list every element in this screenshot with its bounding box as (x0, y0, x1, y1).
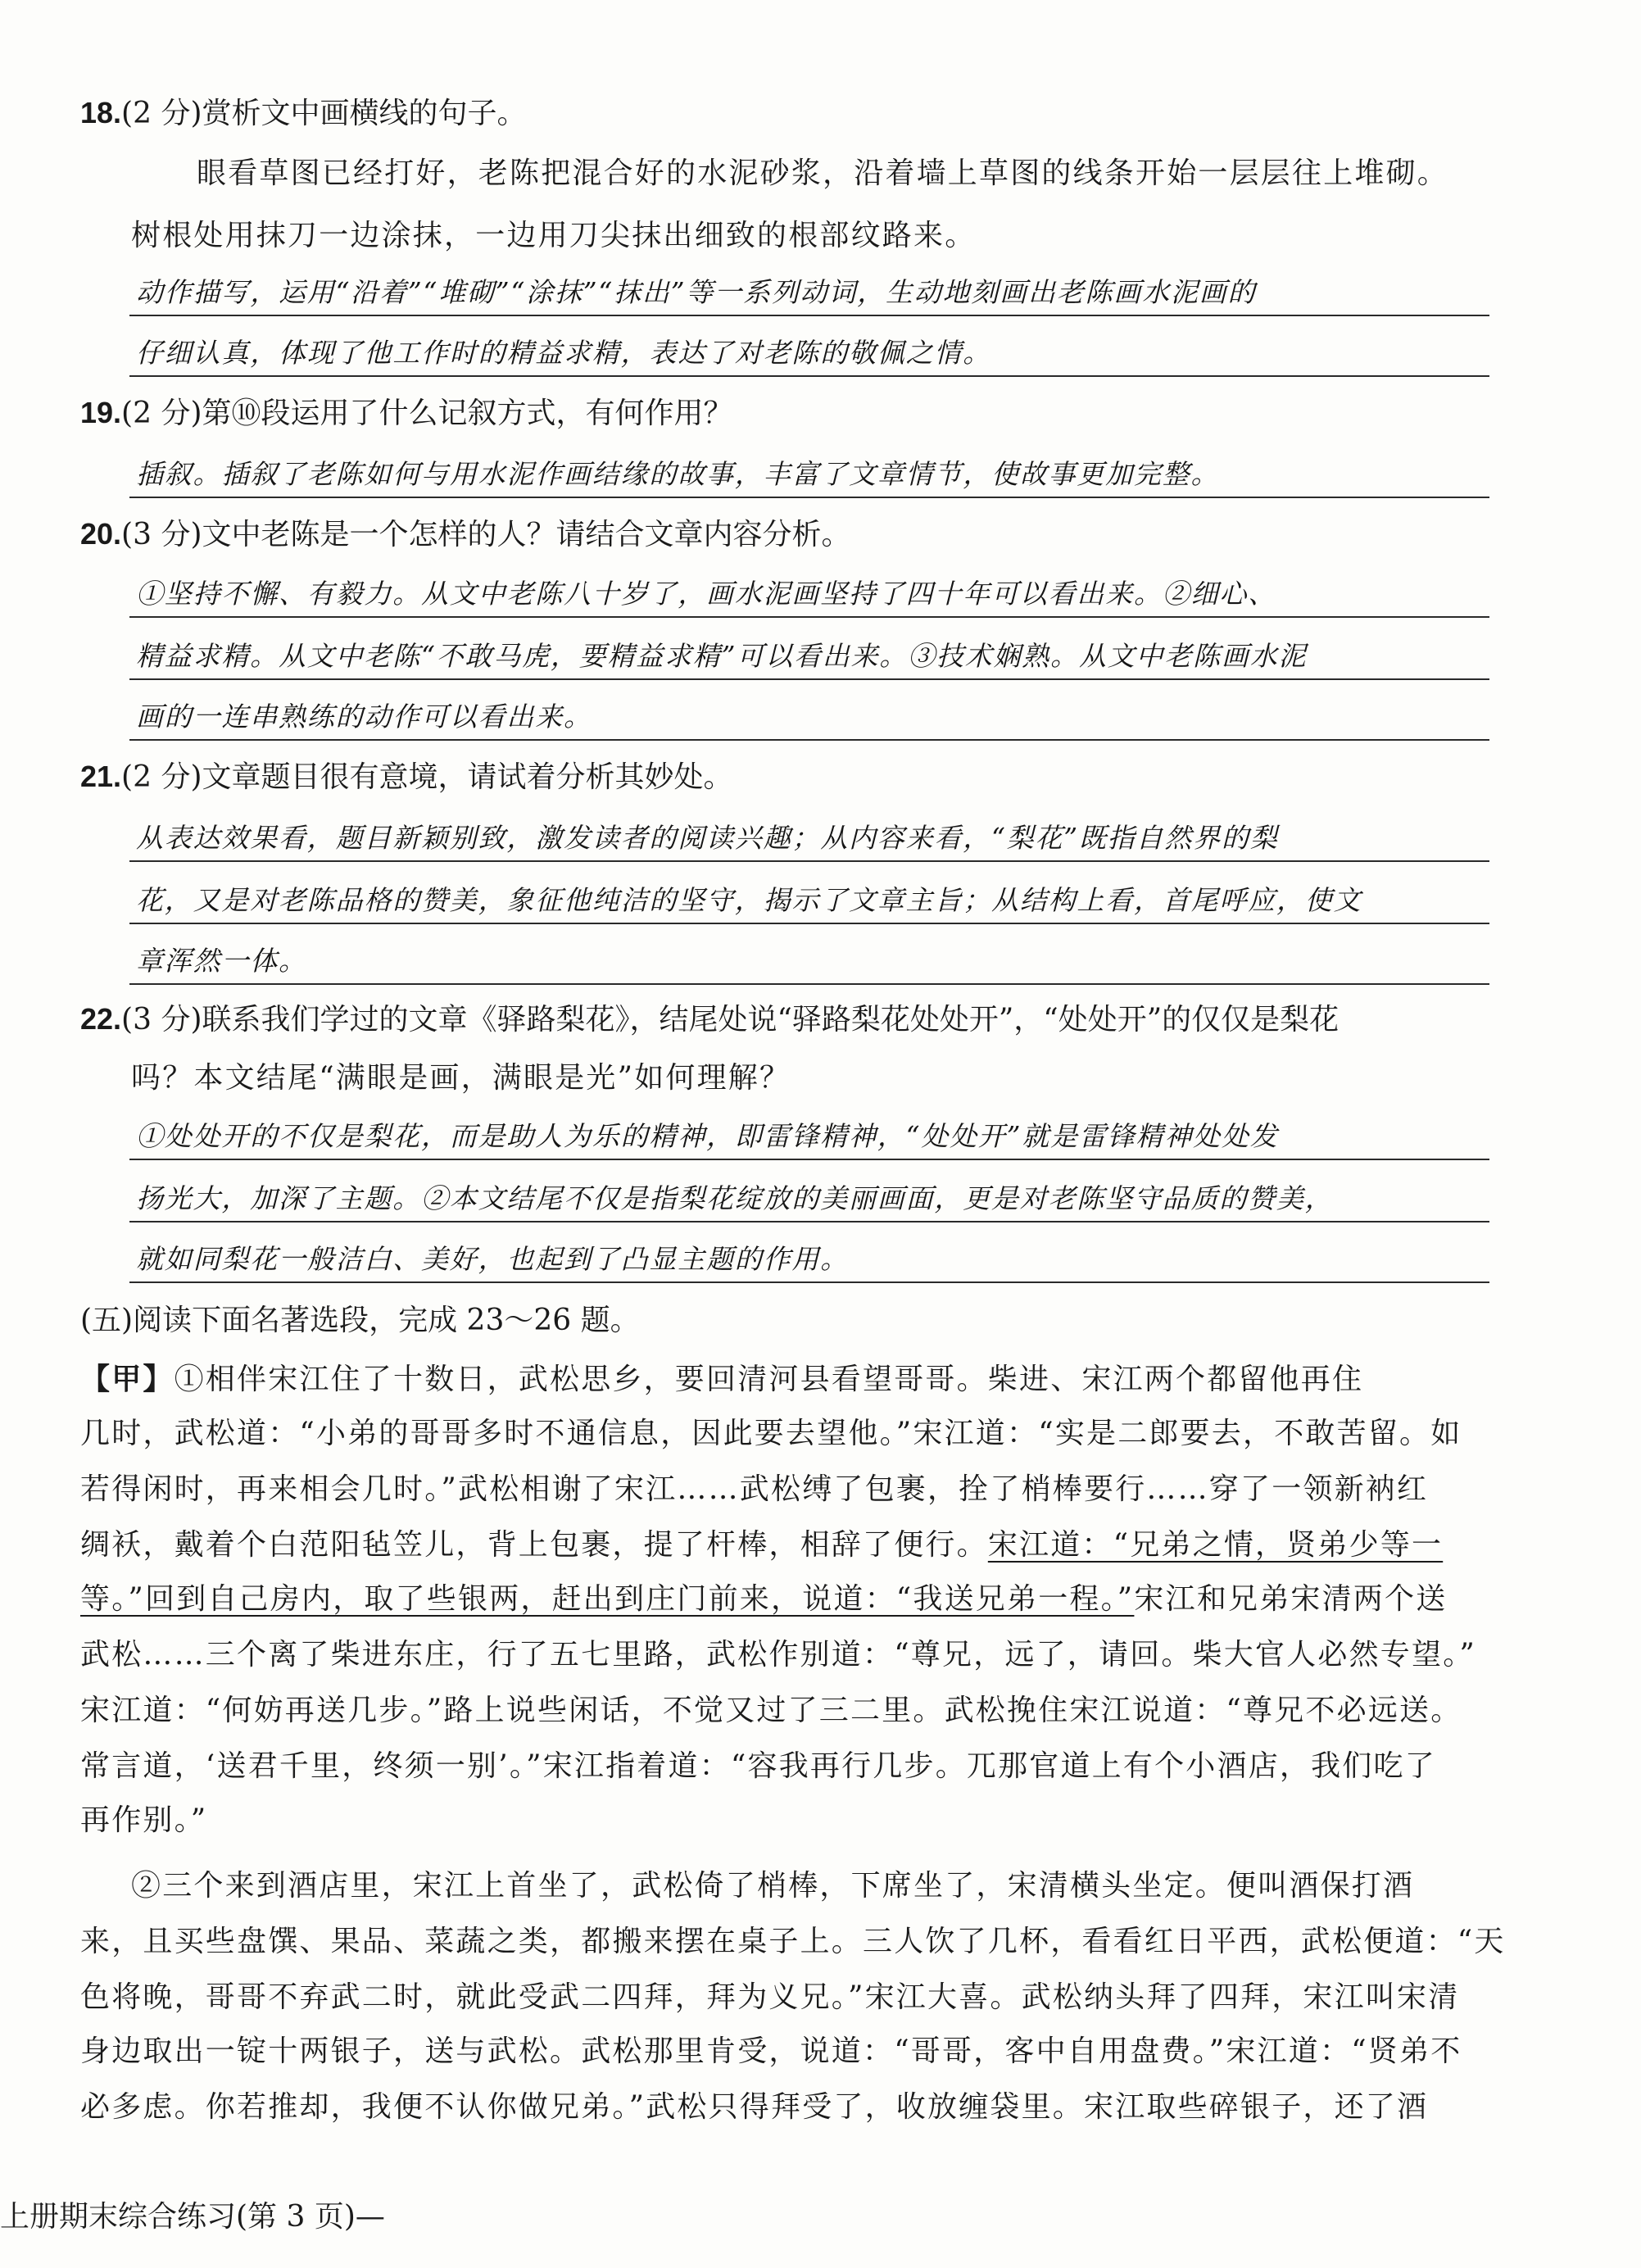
passage-line: ②三个来到酒店里，宋江上首坐了，武松倚了梢棒，下席坐了，宋清横头坐定。便叫酒保打酒 (131, 1869, 1415, 1903)
answer-line (129, 261, 1489, 316)
handwritten-answer: 动作描写，运用“沿着”“堆砌”“涂抹”“抹出”等一系列动词，生动地刻画出老陈画水泥画的 (136, 276, 1257, 308)
passage-line: 必多虑。你若推却，我便不认你做兄弟。”武松只得拜受了，收放缠袋里。宋江取些碎银子，还了酒 (80, 2090, 1429, 2124)
section-heading: (五)阅读下面名著选段，完成 23～26 题。 (80, 1304, 640, 1337)
question-number: 21. (80, 760, 122, 793)
answer-line (129, 1105, 1489, 1160)
passage-line: 若得闲时，再来相会几时。”武松相谢了宋江……武松缚了包裹，拴了梢棒要行……穿了一领新衲红 (80, 1472, 1429, 1506)
underlined-sentence: 宋江道：“兄弟之情，贤弟少等一 (987, 1528, 1444, 1562)
handwritten-answer: 从表达效果看，题目新颖别致，激发读者的阅读兴趣；从内容来看，“梨花”既指自然界的梨 (136, 822, 1279, 854)
question-stem: (2 分)第⑩段运用了什么记叙方式，有何作用？ (121, 397, 733, 430)
passage-line: 几时，武松道：“小弟的哥哥多时不通信息，因此要去望他。”宋江道：“实是二郎要去，不敢苦留。如 (80, 1417, 1462, 1450)
question-22 (80, 998, 1339, 1041)
question-19 (80, 392, 733, 435)
answer-line (129, 442, 1489, 498)
handwritten-answer: 插叙。插叙了老陈如何与用水泥作画结缘的故事，丰富了文章情节，使故事更加完整。 (136, 458, 1220, 490)
handwritten-answer: 花，又是对老陈品格的赞美，象征他纯洁的坚守，揭示了文章主旨；从结构上看，首尾呼应，使文 (136, 884, 1362, 916)
passage-line (80, 1359, 1363, 1401)
underlined-sentence: 等。”回到自己房内，取了些银两，赶出到庄门前来，说道：“我送兄弟一程。” (80, 1582, 1135, 1616)
question-21 (80, 755, 733, 799)
handwritten-answer: 就如同梨花一般洁白、美好，也起到了凸显主题的作用。 (136, 1243, 849, 1275)
question-stem: (3 分)文中老陈是一个怎样的人？请结合文章内容分析。 (121, 518, 851, 551)
passage-line: 再作别。” (80, 1803, 208, 1837)
passage-text: ①相伴宋江住了十数日，武松思乡，要回清河县看望哥哥。柴进、宋江两个都留他再住 (174, 1363, 1364, 1396)
answer-line (129, 806, 1489, 862)
passage-line (80, 1578, 1447, 1621)
page-footer: 上册期末综合练习(第 3 页)— (0, 2200, 385, 2234)
quoted-sentence: 眼看草图已经打好，老陈把混合好的水泥砂浆，沿着墙上草图的线条开始一层层往上堆砌。 (197, 156, 1449, 190)
answer-line (129, 869, 1489, 924)
answer-line (129, 685, 1489, 741)
passage-line: 身边取出一锭十两银子，送与武松。武松那里肯受，说道：“哥哥，客中自用盘费。”宋江道：“贤弟不 (80, 2034, 1462, 2068)
handwritten-answer: ①处处开的不仅是梨花，而是助人为乐的精神，即雷锋精神，“处处开”就是雷锋精神处处发 (136, 1120, 1279, 1152)
passage-line: 来，且买些盘馔、果品、菜蔬之类，都搬来摆在桌子上。三人饮了几杯，看看红日平西，武松便道：“天 (80, 1925, 1506, 1958)
question-stem: (3 分)联系我们学过的文章《驿路梨花》，结尾处说“驿路梨花处处开”，“处处开”的仅仅是梨花 (121, 1003, 1340, 1036)
question-number: 19. (80, 396, 122, 429)
answer-line (129, 1227, 1489, 1283)
quoted-sentence: 树根处用抹刀一边涂抹，一边用刀尖抹出细致的根部纹路来。 (131, 219, 977, 252)
handwritten-answer: 章浑然一体。 (136, 945, 307, 977)
handwritten-answer: ①坚持不懈、有毅力。从文中老陈八十岁了，画水泥画坚持了四十年可以看出来。②细心、 (136, 578, 1276, 610)
passage-line: 色将晚，哥哥不弃武二时，就此受武二四拜，拜为义兄。”宋江大喜。武松纳头拜了四拜，宋江叫宋清 (80, 1980, 1460, 2014)
passage-text: 宋江和兄弟宋清两个送 (1134, 1582, 1448, 1616)
question-20 (80, 513, 851, 556)
passage-line (80, 1524, 1443, 1567)
handwritten-answer: 画的一连串熟练的动作可以看出来。 (136, 701, 592, 733)
answer-line (129, 321, 1489, 377)
question-stem-continued: 吗？本文结尾“满眼是画，满眼是光”如何理解？ (131, 1061, 791, 1095)
passage-line: 宋江道：“何妨再送几步。”路上说些闲话，不觉又过了三二里。武松挽住宋江说道：“尊兄不必远送。 (80, 1694, 1462, 1727)
handwritten-answer: 仔细认真，体现了他工作时的精益求精，表达了对老陈的敬佩之情。 (136, 337, 991, 369)
answer-line (129, 929, 1489, 985)
question-stem: (2 分)文章题目很有意境，请试着分析其妙处。 (121, 760, 733, 794)
handwritten-answer: 精益求精。从文中老陈“不敢马虎，要精益求精”可以看出来。③技术娴熟。从文中老陈画水泥 (136, 640, 1308, 672)
question-number: 18. (80, 96, 122, 129)
question-number: 20. (80, 517, 122, 551)
question-number: 22. (80, 1002, 122, 1036)
answer-line (129, 562, 1489, 618)
handwritten-answer: 扬光大，加深了主题。②本文结尾不仅是指梨花绽放的美丽画面，更是对老陈坚守品质的赞美， (136, 1182, 1334, 1214)
passage-text: 绸袄，戴着个白范阳毡笠儿，背上包裹，提了杆棒，相辞了便行。 (80, 1528, 988, 1562)
passage-line: 常言道，‘送君千里，终须一别’。”宋江指着道：“容我再行几步。兀那官道上有个小酒店，我们吃了 (80, 1749, 1436, 1783)
answer-line (129, 1167, 1489, 1222)
passage-line: 武松……三个离了柴进东庄，行了五七里路，武松作别道：“尊兄，远了，请回。柴大官人必然专望。” (80, 1638, 1477, 1672)
answer-line (129, 624, 1489, 680)
question-stem: (2 分)赏析文中画横线的句子。 (121, 97, 527, 130)
jia-label: 【甲】 (80, 1363, 175, 1396)
question-18 (80, 92, 527, 135)
